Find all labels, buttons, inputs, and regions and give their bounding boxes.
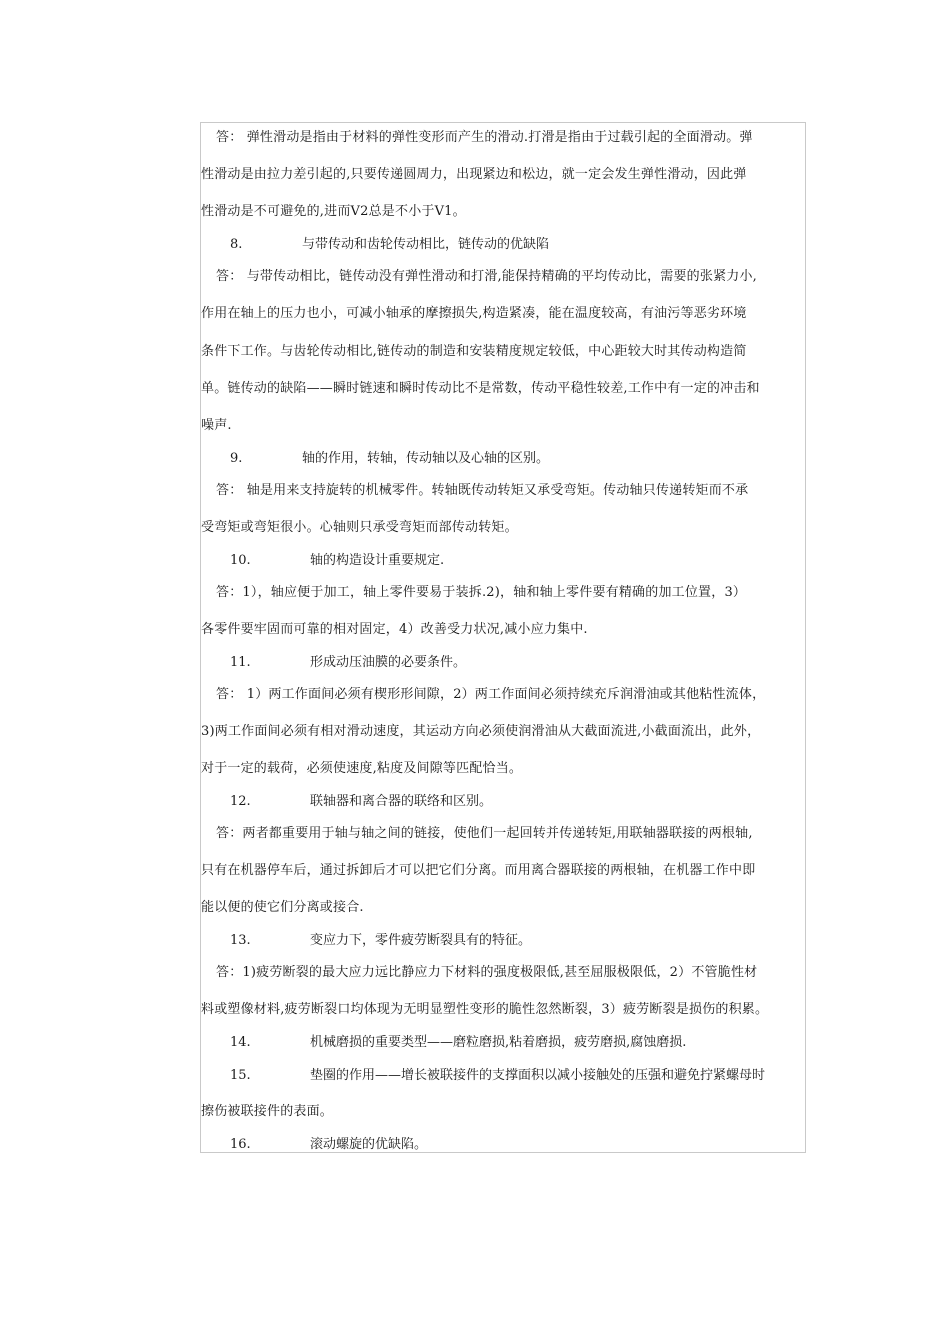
answer-line: 答：1），轴应便于加工，轴上零件要易于装拆.2)，轴和轴上零件要有精确的加工位置，3） (216, 585, 747, 600)
question-title: 轴的构造设计重要规定. (310, 553, 445, 568)
answer-line: 各零件要牢固而可靠的相对固定，4）改善受力状况,减小应力集中. (201, 622, 588, 637)
answer-line: 3)两工作面间必须有相对滑动速度，其运动方向必须使润滑油从大截面流进,小截面流出，此外， (201, 724, 761, 739)
question-title: 滚动螺旋的优缺陷。 (310, 1137, 428, 1152)
question-number: 13. (230, 933, 251, 948)
question-number: 10. (230, 553, 251, 568)
answer-line: 作用在轴上的压力也小，可减小轴承的摩擦损失,构造紧凑，能在温度较高，有油污等恶劣环境 (201, 306, 747, 321)
question-number: 15. (230, 1068, 251, 1083)
question-number: 12. (230, 794, 251, 809)
question-title: 与带传动和齿轮传动相比，链传动的优缺陷 (302, 237, 550, 252)
answer-line: 答：两者都重要用于轴与轴之间的链接，使他们一起回转并传递转矩,用联轴器联接的两根轴, (216, 826, 753, 841)
question-title: 联轴器和离合器的联络和区别。 (310, 794, 493, 809)
question-number: 16. (230, 1137, 251, 1152)
answer-line: 答：1)疲劳断裂的最大应力远比静应力下材料的强度极限低,甚至屈服极限低，2）不管脆性材 (216, 965, 758, 980)
answer-line: 只有在机器停车后，通过拆卸后才可以把它们分离。而用离合器联接的两根轴，在机器工作中即 (201, 863, 756, 878)
answer-line: 单。链传动的缺陷——瞬时链速和瞬时传动比不是常数，传动平稳性较差,工作中有一定的冲击和 (201, 381, 760, 396)
answer-line: 答： 1）两工作面间必须有楔形形间隙，2）两工作面间必须持续充斥润滑油或其他粘性流体， (216, 687, 766, 702)
question-number: 14. (230, 1035, 251, 1050)
answer-line: 答： 轴是用来支持旋转的机械零件。转轴既传动转矩又承受弯矩。传动轴只传递转矩而不承 (216, 483, 749, 498)
question-title: 垫圈的作用——增长被联接件的支撑面积以减小接触处的压强和避免拧紧螺母时 (310, 1068, 766, 1083)
question-number: 8. (230, 237, 243, 252)
answer-line: 条件下工作。与齿轮传动相比,链传动的制造和安装精度规定较低，中心距较大时其传动构造简 (201, 344, 747, 359)
question-title: 机械磨损的重要类型——磨粒磨损,粘着磨损，疲劳磨损,腐蚀磨损. (310, 1035, 687, 1050)
answer-line: 答： 与带传动相比，链传动没有弹性滑动和打滑,能保持精确的平均传动比，需要的张紧力小, (216, 269, 757, 284)
answer-line: 噪声. (201, 418, 232, 433)
answer-line: 性滑动是不可避免的,进而V2总是不小于V1。 (201, 204, 466, 219)
answer-line: 能以便的使它们分离或接合. (201, 900, 364, 915)
question-title: 变应力下，零件疲劳断裂具有的特征。 (310, 933, 532, 948)
answer-line: 答： 弹性滑动是指由于材料的弹性变形而产生的滑动.打滑是指由于过载引起的全面滑动。弹 (216, 130, 753, 145)
answer-line: 对于一定的载荷，必须使速度,粘度及间隙等匹配恰当。 (201, 761, 523, 776)
answer-line: 擦伤被联接件的表面。 (201, 1104, 334, 1119)
answer-line: 性滑动是由拉力差引起的,只要传递圆周力，出现紧边和松边，就一定会发生弹性滑动，因此弹 (201, 167, 747, 182)
question-title: 形成动压油膜的必要条件。 (310, 655, 467, 670)
answer-line: 受弯矩或弯矩很小。心轴则只承受弯矩而部传动转矩。 (201, 520, 518, 535)
answer-line: 料或塑像材料,疲劳断裂口均体现为无明显塑性变形的脆性忽然断裂，3）疲劳断裂是损伤的积累。 (201, 1002, 769, 1017)
question-title: 轴的作用，转轴，传动轴以及心轴的区别。 (302, 451, 550, 466)
question-number: 11. (230, 655, 251, 670)
question-number: 9. (230, 451, 243, 466)
